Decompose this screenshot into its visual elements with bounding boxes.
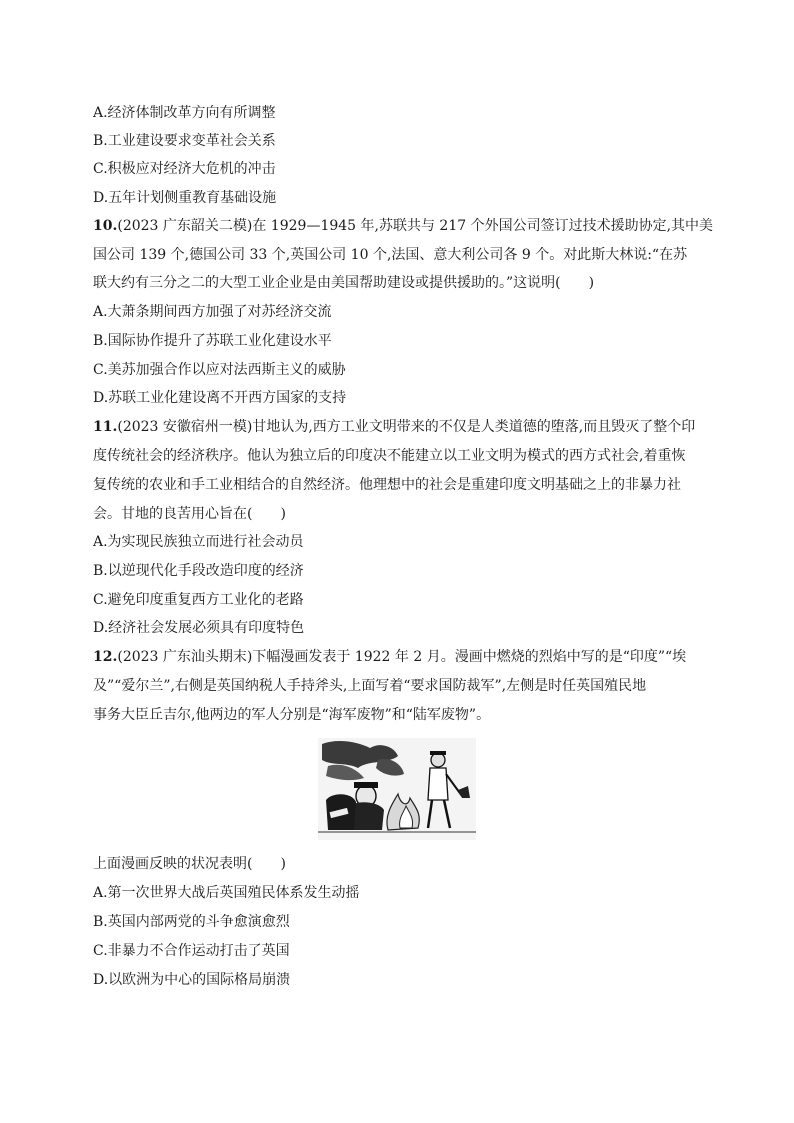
q10-stem-line-3: 联大约有三分之二的大型工业企业是由美国帮助建设或提供援助的。”这说明( ) xyxy=(93,275,595,291)
q11-option-d: D.经济社会发展必须具有印度特色 xyxy=(93,620,305,636)
q12-option-d: D.以欧洲为中心的国际格局崩溃 xyxy=(93,972,291,988)
q12-option-b: B.英国内部两党的斗争愈演愈烈 xyxy=(93,914,290,930)
q12-stem-text-1: (2023 广东汕头期末)下幅漫画发表于 1922 年 2 月。漫画中燃烧的烈焰中写的是“印度”“埃 xyxy=(117,649,687,665)
q9-option-d: D.五年计划侧重教育基础设施 xyxy=(93,190,277,206)
q11-stem-line-2: 度传统社会的经济秩序。他认为独立后的印度决不能建立以工业文明为模式的西方式社会,着重恢 xyxy=(93,448,686,464)
q10-stem-line-2: 国公司 139 个,德国公司 33 个,英国公司 10 个,法国、意大利公司各 9 个。对此斯大林说:“在苏 xyxy=(93,247,688,263)
q12-option-c: C.非暴力不合作运动打击了英国 xyxy=(93,943,290,959)
q10-option-d: D.苏联工业化建设离不开西方国家的支持 xyxy=(93,390,347,406)
q10-option-c: C.美苏加强合作以应对法西斯主义的威胁 xyxy=(93,362,346,378)
q10-stem-text-1: (2023 广东韶关二模)在 1929—1945 年,苏联共与 217 个外国公司签订过技术援助协定,其中美 xyxy=(117,218,714,234)
q11-option-b: B.以逆现代化手段改造印度的经济 xyxy=(93,563,304,579)
q11-stem-text-1: (2023 安徽宿州一模)甘地认为,西方工业文明带来的不仅是人类道德的堕落,而且毁灭了整个印 xyxy=(117,419,696,435)
q12-question: 上面漫画反映的状况表明( ) xyxy=(93,856,286,872)
political-cartoon-image xyxy=(318,738,476,840)
q12-option-a: A.第一次世界大战后英国殖民体系发生动摇 xyxy=(93,885,360,901)
q11-option-a: A.为实现民族独立而进行社会动员 xyxy=(93,534,304,550)
q10-stem-line-1 xyxy=(93,212,714,241)
q12-stem-line-2: 及”“爱尔兰”,右侧是英国纳税人手持斧头,上面写着“要求国防裁军”,左侧是时任英国殖民地 xyxy=(93,678,647,694)
q12-stem-line-1 xyxy=(93,643,703,672)
q10-option-b: B.国际协作提升了苏联工业化建设水平 xyxy=(93,333,332,349)
q11-stem-line-4: 会。甘地的良苦用心旨在( ) xyxy=(93,506,286,522)
q9-option-a: A.经济体制改革方向有所调整 xyxy=(93,105,276,121)
q10-number: 10. xyxy=(93,218,118,234)
q11-number: 11. xyxy=(93,419,118,435)
q9-option-b: B.工业建设要求变革社会关系 xyxy=(93,133,276,149)
q9-option-c: C.积极应对经济大危机的冲击 xyxy=(93,161,276,177)
q12-stem-line-3: 事务大臣丘吉尔,他两边的军人分别是“海军废物”和“陆军废物”。 xyxy=(93,707,491,723)
q11-stem-line-1 xyxy=(93,413,703,442)
q10-option-a: A.大萧条期间西方加强了对苏经济交流 xyxy=(93,304,332,320)
q12-number: 12. xyxy=(93,649,118,665)
q11-option-c: C.避免印度重复西方工业化的老路 xyxy=(93,592,304,608)
q11-stem-line-3: 复传统的农业和手工业相结合的自然经济。他理想中的社会是重建印度文明基础之上的非暴力社 xyxy=(93,477,681,493)
